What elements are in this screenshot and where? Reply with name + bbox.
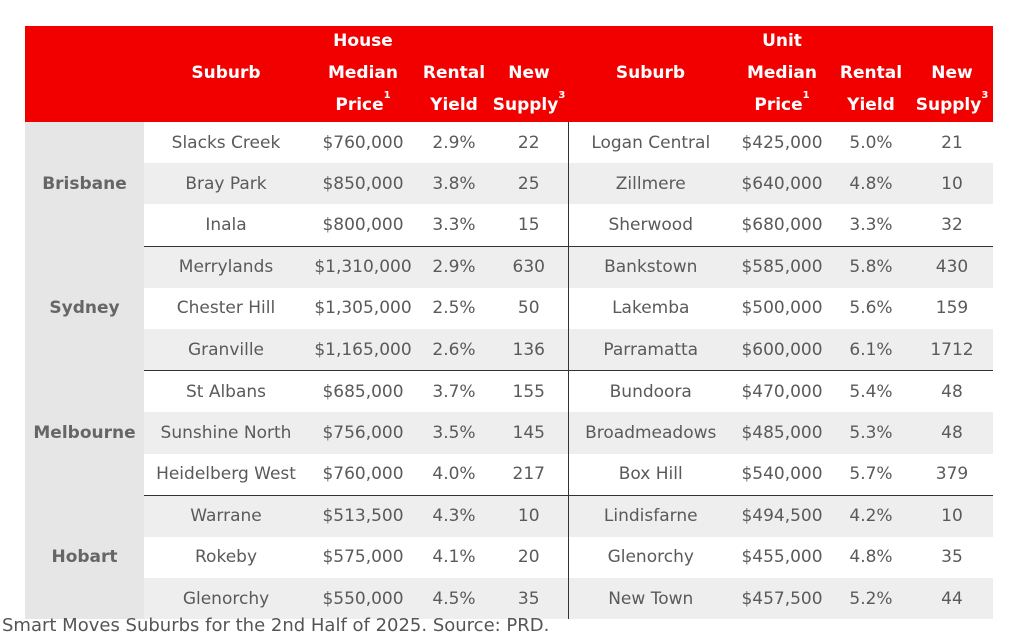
house-rental-yield-cell: 3.5% — [418, 412, 490, 453]
unit-median-price-cell: $680,000 — [733, 204, 831, 246]
house-rental-yield-cell: 2.9% — [418, 122, 490, 163]
house-rental-yield-cell: 3.8% — [418, 163, 490, 204]
unit-suburb-cell: Box Hill — [568, 454, 733, 496]
house-new-supply-cell: 15 — [490, 204, 568, 246]
unit-suburb-cell: Lakemba — [568, 288, 733, 329]
header-blank — [25, 26, 144, 122]
house-rental-yield-cell: 3.3% — [418, 204, 490, 246]
house-median-price-cell: $1,310,000 — [308, 246, 418, 288]
unit-median-price-cell: $485,000 — [733, 412, 831, 453]
table-row — [25, 495, 993, 537]
unit-suburb-cell: Bankstown — [568, 246, 733, 288]
city-label: Brisbane — [25, 122, 144, 246]
city-label: Melbourne — [25, 371, 144, 496]
unit-median-price-cell: $600,000 — [733, 329, 831, 371]
unit-rental-yield-cell: 5.8% — [831, 246, 911, 288]
table-row — [25, 246, 993, 288]
unit-rental-yield-cell: 5.3% — [831, 412, 911, 453]
house-rental-yield-cell: 3.7% — [418, 371, 490, 413]
table-header-row — [25, 26, 993, 122]
house-suburb-cell: Slacks Creek — [144, 122, 308, 163]
table-row — [25, 329, 993, 371]
unit-median-price-cell: $470,000 — [733, 371, 831, 413]
unit-new-supply-cell: 159 — [911, 288, 993, 329]
header-house-suburb: Suburb — [144, 26, 308, 122]
unit-new-supply-cell: 32 — [911, 204, 993, 246]
unit-median-price-cell: $500,000 — [733, 288, 831, 329]
unit-new-supply-cell: 48 — [911, 371, 993, 413]
table-row — [25, 122, 993, 163]
house-suburb-cell: Granville — [144, 329, 308, 371]
header-unit-median-price: Unit Median Price$^1$ — [733, 26, 831, 122]
house-suburb-cell: Inala — [144, 204, 308, 246]
house-rental-yield-cell: 2.6% — [418, 329, 490, 371]
house-new-supply-cell: 217 — [490, 454, 568, 496]
house-rental-yield-cell: 2.9% — [418, 246, 490, 288]
house-median-price-cell: $513,500 — [308, 495, 418, 537]
table-caption: Smart Moves Suburbs for the 2nd Half of 2025. Source: PRD. — [2, 615, 550, 636]
unit-median-price-cell: $540,000 — [733, 454, 831, 496]
house-new-supply-cell: 35 — [490, 578, 568, 619]
unit-rental-yield-cell: 3.3% — [831, 204, 911, 246]
house-new-supply-cell: 630 — [490, 246, 568, 288]
table-body — [25, 122, 993, 619]
header-house-median-price: House Median Price$^1$ — [308, 26, 418, 122]
table-row — [25, 537, 993, 578]
house-median-price-cell: $1,305,000 — [308, 288, 418, 329]
unit-new-supply-cell: 44 — [911, 578, 993, 619]
house-suburb-cell: Bray Park — [144, 163, 308, 204]
house-new-supply-cell: 25 — [490, 163, 568, 204]
suburbs-table — [25, 26, 993, 619]
house-suburb-cell: Chester Hill — [144, 288, 308, 329]
house-new-supply-cell: 22 — [490, 122, 568, 163]
unit-median-price-cell: $455,000 — [733, 537, 831, 578]
unit-suburb-cell: Logan Central — [568, 122, 733, 163]
unit-new-supply-cell: 379 — [911, 454, 993, 496]
unit-new-supply-cell: 10 — [911, 495, 993, 537]
city-label: Hobart — [25, 495, 144, 619]
unit-new-supply-cell: 21 — [911, 122, 993, 163]
table-row — [25, 204, 993, 246]
header-unit-rental-yield: Rental Yield — [831, 26, 911, 122]
table-row — [25, 412, 993, 453]
header-house-new-supply: New Supply$^3$ — [490, 26, 568, 122]
house-suburb-cell: Warrane — [144, 495, 308, 537]
house-new-supply-cell: 10 — [490, 495, 568, 537]
unit-suburb-cell: Broadmeadows — [568, 412, 733, 453]
house-new-supply-cell: 155 — [490, 371, 568, 413]
table-row — [25, 163, 993, 204]
house-suburb-cell: Glenorchy — [144, 578, 308, 619]
unit-suburb-cell: Sherwood — [568, 204, 733, 246]
house-suburb-cell: Rokeby — [144, 537, 308, 578]
table-row — [25, 288, 993, 329]
house-median-price-cell: $685,000 — [308, 371, 418, 413]
header-unit-suburb: Suburb — [568, 26, 733, 122]
table-row — [25, 454, 993, 496]
unit-median-price-cell: $494,500 — [733, 495, 831, 537]
unit-rental-yield-cell: 5.7% — [831, 454, 911, 496]
unit-rental-yield-cell: 4.2% — [831, 495, 911, 537]
unit-suburb-cell: Zillmere — [568, 163, 733, 204]
unit-suburb-cell: Lindisfarne — [568, 495, 733, 537]
unit-new-supply-cell: 430 — [911, 246, 993, 288]
house-rental-yield-cell: 2.5% — [418, 288, 490, 329]
suburbs-table-container — [25, 26, 993, 619]
unit-new-supply-cell: 35 — [911, 537, 993, 578]
unit-rental-yield-cell: 5.6% — [831, 288, 911, 329]
unit-new-supply-cell: 1712 — [911, 329, 993, 371]
house-median-price-cell: $850,000 — [308, 163, 418, 204]
house-median-price-cell: $550,000 — [308, 578, 418, 619]
house-median-price-cell: $800,000 — [308, 204, 418, 246]
house-median-price-cell: $756,000 — [308, 412, 418, 453]
unit-rental-yield-cell: 4.8% — [831, 163, 911, 204]
house-suburb-cell: Sunshine North — [144, 412, 308, 453]
house-median-price-cell: $760,000 — [308, 122, 418, 163]
house-rental-yield-cell: 4.3% — [418, 495, 490, 537]
house-rental-yield-cell: 4.5% — [418, 578, 490, 619]
house-median-price-cell: $760,000 — [308, 454, 418, 496]
unit-rental-yield-cell: 5.4% — [831, 371, 911, 413]
house-median-price-cell: $575,000 — [308, 537, 418, 578]
unit-median-price-cell: $585,000 — [733, 246, 831, 288]
house-rental-yield-cell: 4.0% — [418, 454, 490, 496]
unit-median-price-cell: $640,000 — [733, 163, 831, 204]
unit-rental-yield-cell: 4.8% — [831, 537, 911, 578]
unit-rental-yield-cell: 6.1% — [831, 329, 911, 371]
house-new-supply-cell: 50 — [490, 288, 568, 329]
house-suburb-cell: St Albans — [144, 371, 308, 413]
house-new-supply-cell: 136 — [490, 329, 568, 371]
unit-suburb-cell: New Town — [568, 578, 733, 619]
house-median-price-cell: $1,165,000 — [308, 329, 418, 371]
table-row — [25, 371, 993, 413]
unit-suburb-cell: Parramatta — [568, 329, 733, 371]
unit-new-supply-cell: 48 — [911, 412, 993, 453]
city-label: Sydney — [25, 246, 144, 371]
header-house-rental-yield: Rental Yield — [418, 26, 490, 122]
house-suburb-cell: Heidelberg West — [144, 454, 308, 496]
table-row — [25, 578, 993, 619]
unit-suburb-cell: Bundoora — [568, 371, 733, 413]
unit-median-price-cell: $425,000 — [733, 122, 831, 163]
unit-rental-yield-cell: 5.2% — [831, 578, 911, 619]
unit-median-price-cell: $457,500 — [733, 578, 831, 619]
house-rental-yield-cell: 4.1% — [418, 537, 490, 578]
house-new-supply-cell: 20 — [490, 537, 568, 578]
unit-rental-yield-cell: 5.0% — [831, 122, 911, 163]
unit-suburb-cell: Glenorchy — [568, 537, 733, 578]
house-new-supply-cell: 145 — [490, 412, 568, 453]
house-suburb-cell: Merrylands — [144, 246, 308, 288]
header-unit-new-supply: New Supply$^3$ — [911, 26, 993, 122]
unit-new-supply-cell: 10 — [911, 163, 993, 204]
